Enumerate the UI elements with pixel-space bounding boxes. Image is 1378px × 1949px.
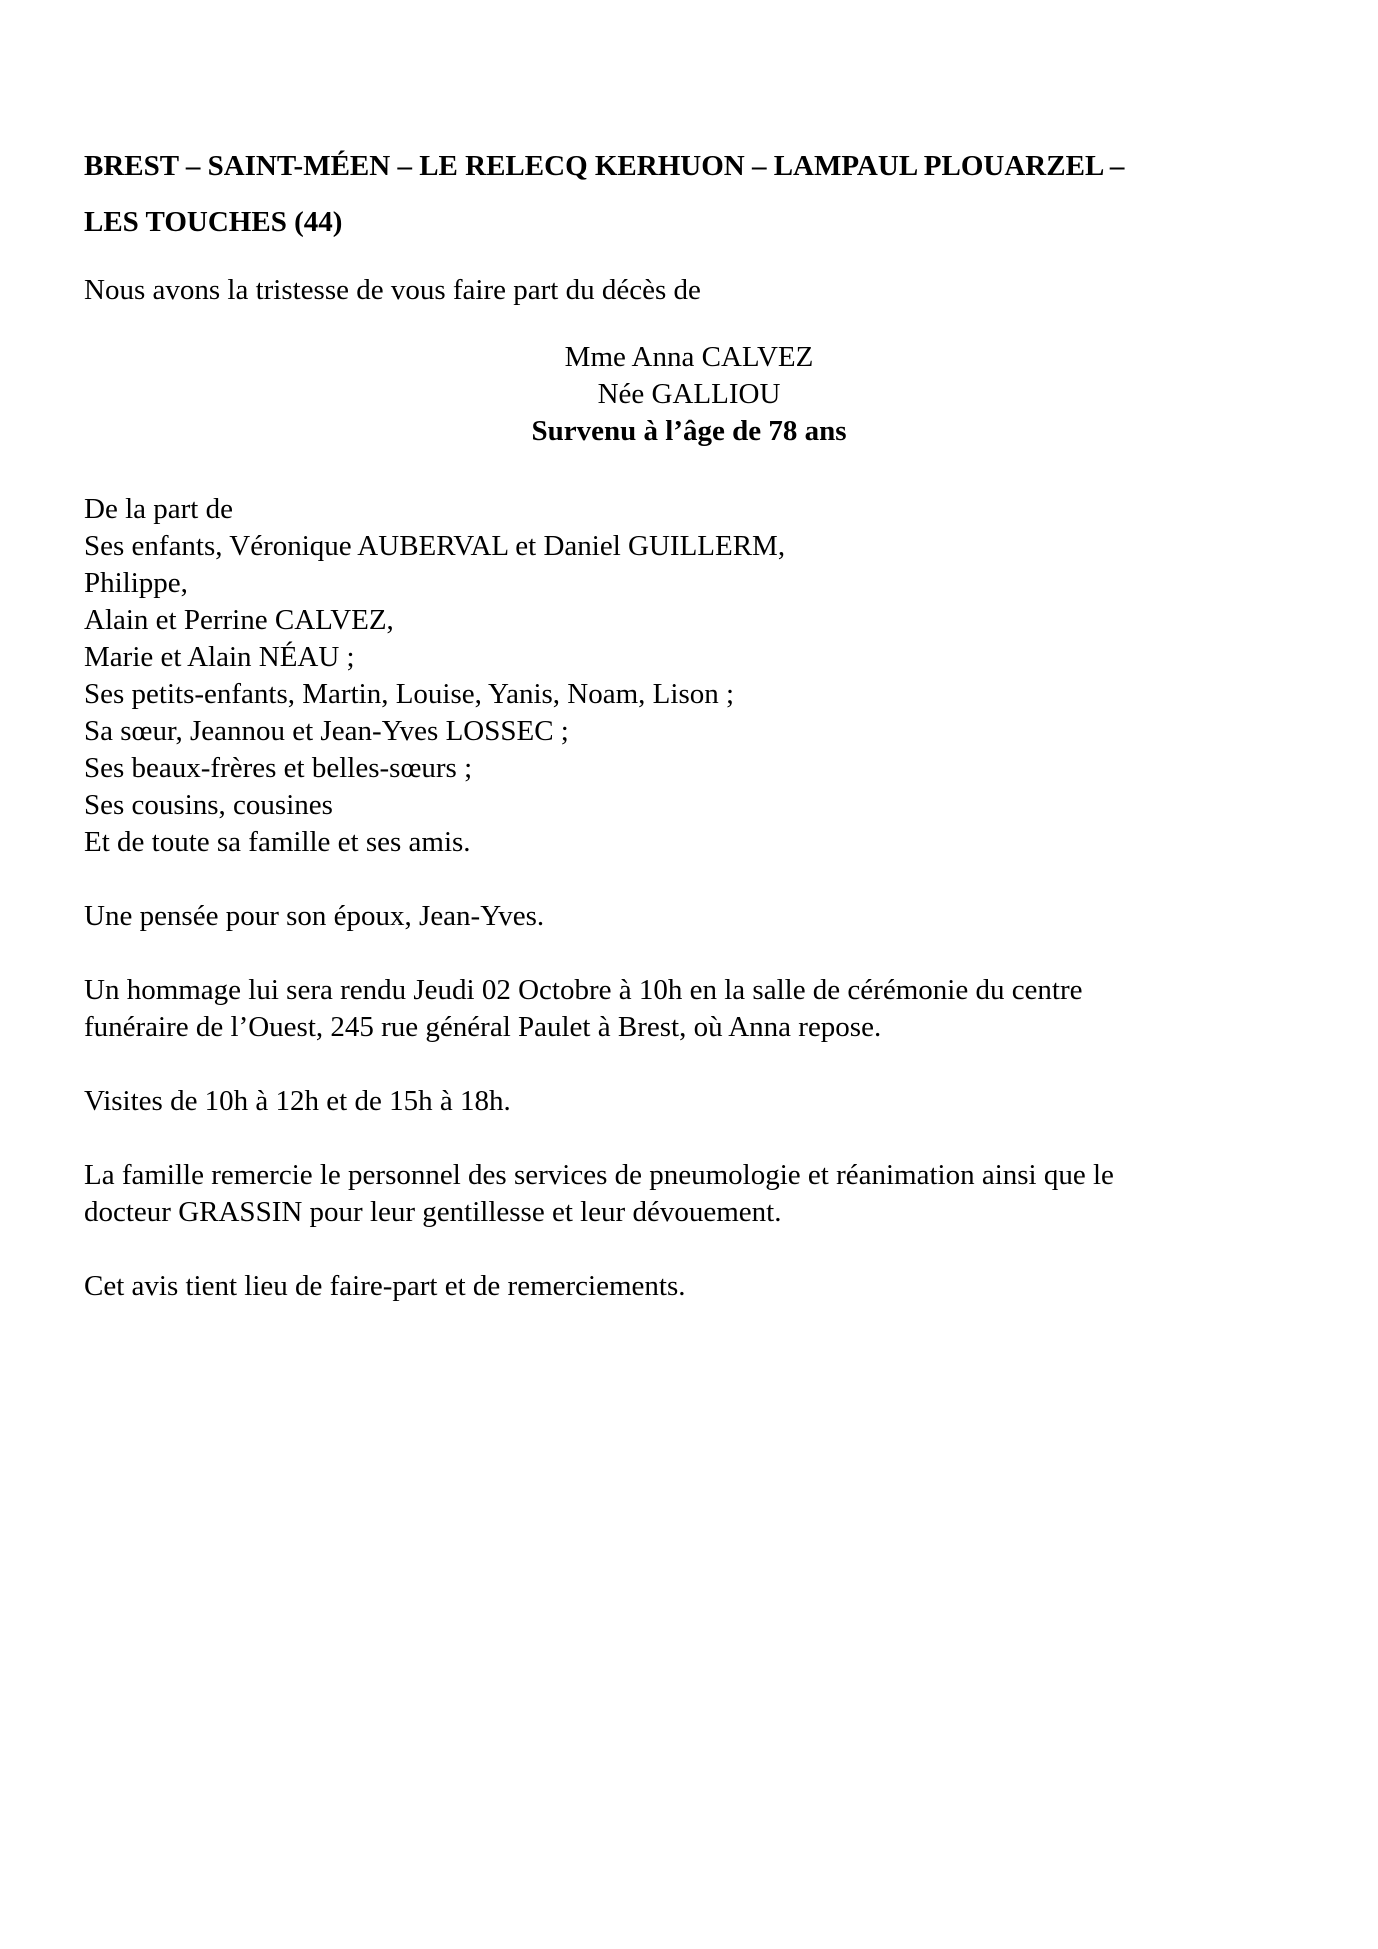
- family-list: [84, 491, 1294, 861]
- location-heading-line-1: BREST – SAINT-MÉEN – LE RELECQ KERHUON – LAMPAUL PLOUARZEL –: [84, 150, 1125, 182]
- family-line: Ses cousins, cousines: [84, 789, 333, 821]
- family-line: Alain et Perrine CALVEZ,: [84, 604, 394, 636]
- thanks-paragraph: [84, 1157, 1294, 1231]
- family-line: Ses enfants, Véronique AUBERVAL et Daniel GUILLERM,: [84, 530, 786, 562]
- thanks-line-2: docteur GRASSIN pour leur gentillesse et leur dévouement.: [84, 1196, 782, 1228]
- intro-text: Nous avons la tristesse de vous faire part du décès de: [84, 274, 701, 306]
- family-line: Marie et Alain NÉAU ;: [84, 641, 355, 673]
- family-line: Sa sœur, Jeannou et Jean-Yves LOSSEC ;: [84, 715, 569, 747]
- visits-text: Visites de 10h à 12h et de 15h à 18h.: [84, 1085, 511, 1117]
- deceased-maiden-name: Née GALLIOU: [597, 378, 781, 410]
- ceremony-paragraph: [84, 972, 1294, 1046]
- ceremony-line-2: funéraire de l’Ouest, 245 rue général Paulet à Brest, où Anna repose.: [84, 1011, 882, 1043]
- deceased-age: Survenu à l’âge de 78 ans: [531, 415, 847, 447]
- deceased-name: Mme Anna CALVEZ: [564, 341, 814, 373]
- family-line: Ses petits-enfants, Martin, Louise, Yanis, Noam, Lison ;: [84, 678, 735, 710]
- family-line: De la part de: [84, 493, 233, 525]
- location-heading: [84, 138, 1294, 250]
- thought-text: Une pensée pour son époux, Jean-Yves.: [84, 900, 545, 932]
- family-line: Ses beaux-frères et belles-sœurs ;: [84, 752, 473, 784]
- thanks-line-1: La famille remercie le personnel des services de pneumologie et réanimation ainsi que le: [84, 1159, 1114, 1191]
- family-line: Et de toute sa famille et ses amis.: [84, 826, 471, 858]
- location-heading-line-2: LES TOUCHES (44): [84, 206, 343, 238]
- ceremony-line-1: Un hommage lui sera rendu Jeudi 02 Octobre à 10h en la salle de cérémonie du centre: [84, 974, 1083, 1006]
- closing-text: Cet avis tient lieu de faire-part et de remerciements.: [84, 1270, 686, 1302]
- family-line: Philippe,: [84, 567, 188, 599]
- obituary-notice: [84, 138, 1294, 1305]
- deceased-block: [84, 339, 1294, 450]
